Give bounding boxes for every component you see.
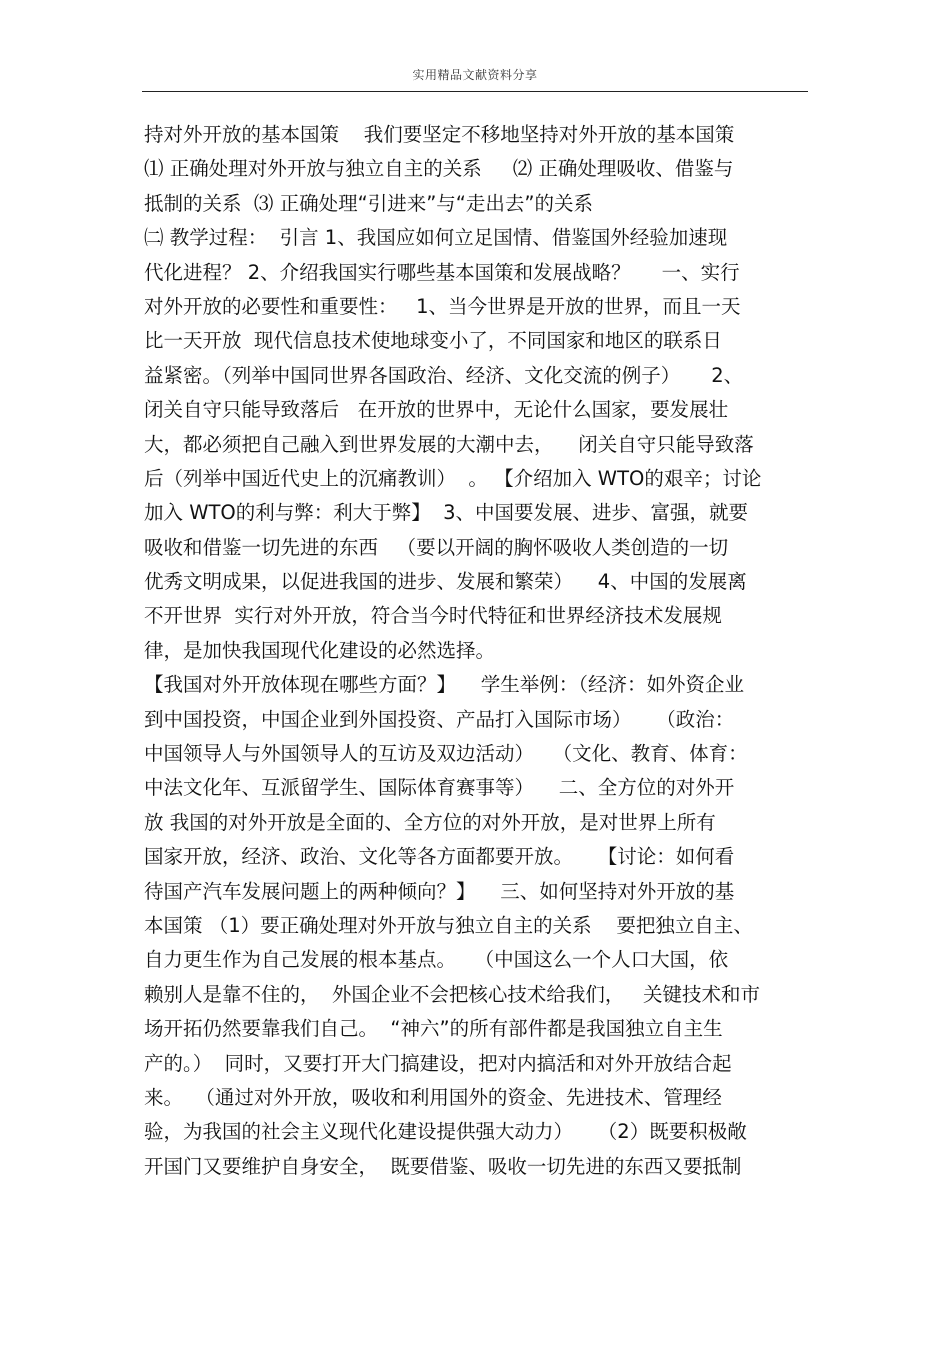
text-line: 放 我国的对外开放是全面的、全方位的对外开放，是对世界上所有 (144, 810, 716, 834)
text-line: 不开世界 实行对外开放，符合当今时代特征和世界经济技术发展规 (144, 604, 722, 628)
text-line: 加入 WTO的利与弊：利大于弊】 3、中国要发展、进步、富强，就要 (144, 501, 749, 525)
text-line: 优秀文明成果，以促进我国的进步、发展和繁荣） 4、中国的发展离 (144, 570, 747, 594)
text-line: 比一天开放 现代信息技术使地球变小了，不同国家和地区的联系日 (144, 329, 722, 353)
text-line: 本国策 （1）要正确处理对外开放与独立自主的关系 要把独立自主、 (144, 913, 753, 937)
text-line: 中法文化年、互派留学生、国际体育赛事等） 二、全方位的对外开 (144, 776, 735, 800)
header-divider (142, 91, 808, 92)
text-line: 开国门又要维护自身安全， 既要借鉴、吸收一切先进的东西又要抵制 (144, 1154, 742, 1178)
text-line: 中国领导人与外国领导人的互访及双边活动） （文化、教育、体育： (144, 742, 748, 766)
text-line: 自力更生作为自己发展的根本基点。 （中国这么一个人口大国，依 (144, 948, 729, 972)
text-line: 到中国投资，中国企业到外国投资、产品打入国际市场） （政治： (144, 707, 735, 731)
text-line: 抵制的关系 ⑶ 正确处理“引进来”与“走出去”的关系 (144, 191, 594, 215)
text-line: 律，是加快我国现代化建设的必然选择。 (144, 638, 496, 662)
text-line: 国家开放，经济、政治、文化等各方面都要开放。 【讨论：如何看 (144, 845, 735, 869)
page-header-title: 实用精品文献资料分享 (412, 68, 538, 82)
text-line: 来。 （通过对外开放，吸收和利用国外的资金、先进技术、管理经 (144, 1085, 722, 1109)
text-line: 益紧密。（列举中国同世界各国政治、经济、文化交流的例子） 2、 (144, 363, 744, 387)
text-line: 大，都必须把自己融入到世界发展的大潮中去， 闭关自守只能导致落 (144, 432, 754, 456)
text-line: 持对外开放的基本国策 我们要坚定不移地坚持对外开放的基本国策 (144, 123, 735, 146)
text-line: 对外开放的必要性和重要性： 1、当今世界是开放的世界，而且一天 (144, 294, 741, 318)
text-line: 吸收和借鉴一切先进的东西 （要以开阔的胸怀吸收人类创造的一切 (144, 535, 729, 559)
text-line: 待国产汽车发展问题上的两种倾向？】 三、如何坚持对外开放的基 (144, 879, 735, 903)
text-line: ㈡ 教学过程： 引言 1、我国应如何立足国情、借鉴国外经验加速现 (144, 226, 728, 250)
body-text (144, 118, 824, 1184)
text-line: 产的。） 同时，又要打开大门搞建设，把对内搞活和对外开放结合起 (144, 1051, 732, 1075)
text-line: 后（列举中国近代史上的沉痛教训） 。 【介绍加入 WTO的艰辛；讨论 (144, 466, 762, 490)
text-line: 代化进程？ 2、介绍我国实行哪些基本国策和发展战略？ 一、实行 (144, 260, 740, 284)
text-line: 闭关自守只能导致落后 在开放的世界中，无论什么国家，要发展壮 (144, 398, 729, 422)
text-line: 【我国对外开放体现在哪些方面？】 学生举例：（经济：如外资企业 (144, 673, 745, 697)
text-line: 赖别人是靠不住的， 外国企业不会把核心技术给我们， 关键技术和市 (144, 982, 760, 1006)
text-line: 场开拓仍然要靠我们自己。 “神六”的所有部件都是我国独立自主生 (144, 1017, 723, 1041)
text-line: ⑴ 正确处理对外开放与独立自主的关系 ⑵ 正确处理吸收、借鉴与 (144, 157, 734, 181)
text-line: 验，为我国的社会主义现代化建设提供强大动力） （2）既要积极敞 (144, 1120, 747, 1144)
